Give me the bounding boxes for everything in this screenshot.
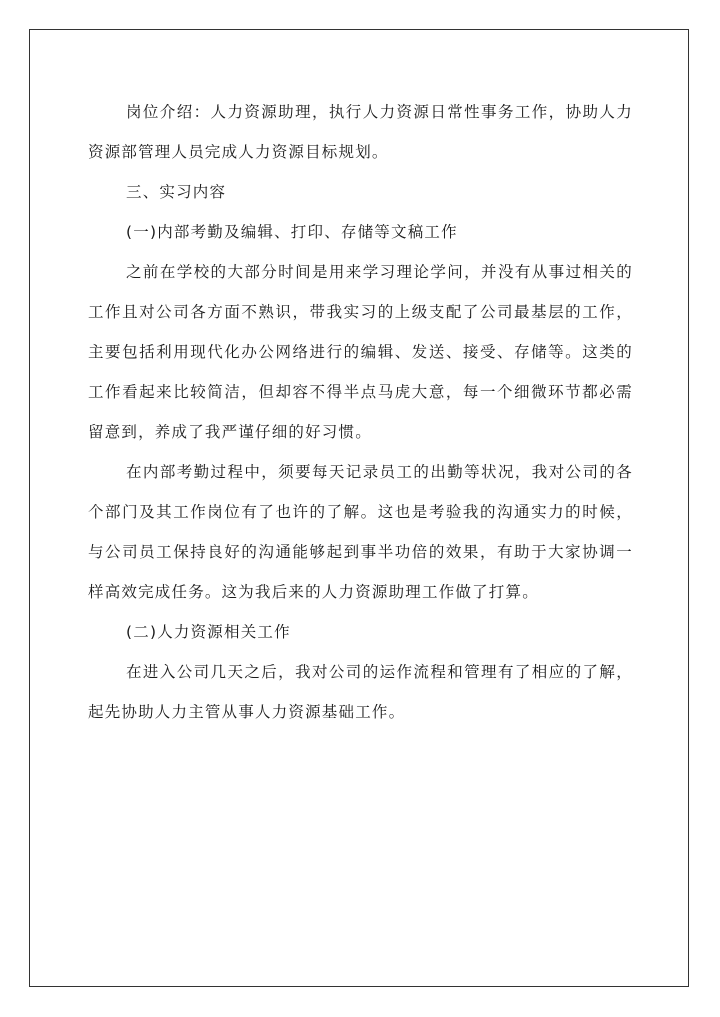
paragraph-job-intro: 岗位介绍：人力资源助理，执行人力资源日常性事务工作，协助人力资源部管理人员完成人力资源目标规划。 [88,103,633,161]
subheading-hr-work: (二)人力资源相关工作 [126,623,291,641]
document-body [88,92,633,732]
paragraph-document-work: 之前在学校的大部分时间是用来学习理论学问，并没有从事过相关的工作且对公司各方面不熟识，带我实习的上级支配了公司最基层的工作，主要包括利用现代化办公网络进行的编辑、发送、接受、存储等。这类的工作看起来比较简洁，但却容不得半点马虎大意，每一个细微环节都必需留意到，养成了我严谨仔细的好习惯。 [88,263,633,441]
subheading-attendance-and-documents: (一)内部考勤及编辑、打印、存储等文稿工作 [126,223,458,241]
paragraph-hr-work: 在进入公司几天之后，我对公司的运作流程和管理有了相应的了解，起先协助人力主管从事人力资源基础工作。 [88,663,633,721]
section-heading-internship-content: 三、实习内容 [126,183,227,201]
paragraph-attendance-work: 在内部考勤过程中，须要每天记录员工的出勤等状况，我对公司的各个部门及其工作岗位有了也许的了解。这也是考验我的沟通实力的时候，与公司员工保持良好的沟通能够起到事半功倍的效果，有助于大家协调一样高效完成任务。这为我后来的人力资源助理工作做了打算。 [88,463,633,601]
